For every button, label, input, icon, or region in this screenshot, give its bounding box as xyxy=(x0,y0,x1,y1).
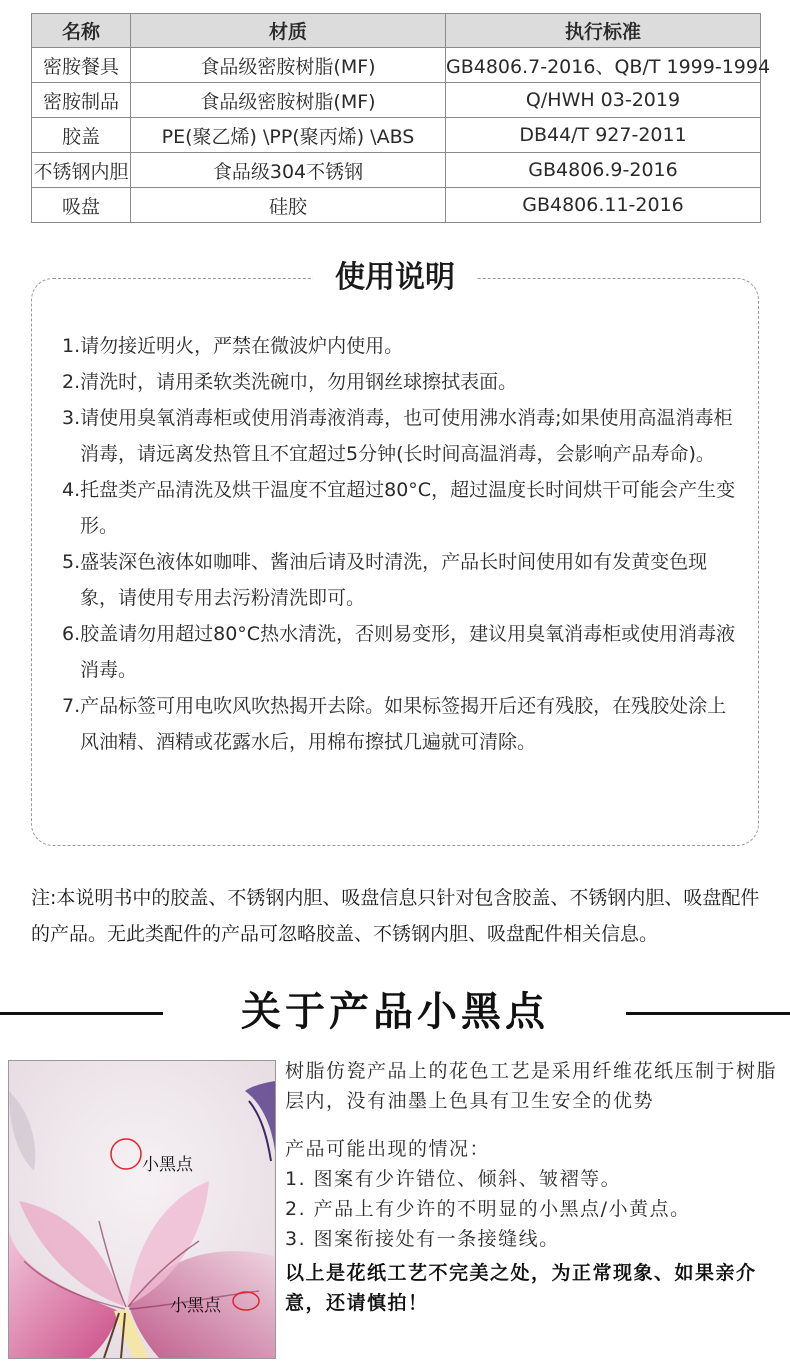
usage-item: 2.清洗时，请用柔软类洗碗巾，勿用钢丝球擦拭表面。 xyxy=(62,371,518,393)
usage-item: 7.产品标签可用电吹风吹热揭开去除。如果标签揭开后还有残胶，在残胶处涂上风油精、酒精或花露水后，用棉布擦拭几遍就可清除。 xyxy=(62,695,727,753)
table-row xyxy=(32,48,761,83)
heading-rule-right xyxy=(626,1012,790,1015)
dots-case-item: 1. 图案有少许错位、倾斜、皱褶等。 xyxy=(285,1168,622,1190)
usage-title: 使用说明 xyxy=(313,258,477,298)
usage-item: 5.盛装深色液体如咖啡、酱油后请及时清洗，产品长时间使用如有发黄变色现象，请使用专用去污粉清洗即可。 xyxy=(62,551,708,609)
table-row xyxy=(32,188,761,223)
cell-name: 胶盖 xyxy=(32,118,131,153)
accessory-note: 注:本说明书中的胶盖、不锈钢内胆、吸盘信息只针对包含胶盖、不锈钢内胆、吸盘配件的产品。无此类配件的产品可忽略胶盖、不锈钢内胆、吸盘配件相关信息。 xyxy=(31,887,760,945)
dots-case-item: 3. 图案衔接处有一条接缝线。 xyxy=(285,1228,560,1250)
cell-name: 密胺制品 xyxy=(32,83,131,118)
dots-case-item: 2. 产品上有少许的不明显的小黑点/小黄点。 xyxy=(285,1198,691,1220)
black-dot-label-bottom: 小黑点 xyxy=(170,1296,221,1316)
cell-material: PE(聚乙烯) \PP(聚丙烯) \ABS xyxy=(131,118,446,153)
cell-standard: Q/HWH 03-2019 xyxy=(446,83,761,118)
dots-intro: 树脂仿瓷产品上的花色工艺是采用纤维花纸压制于树脂层内，没有油墨上色具有卫生安全的优势 xyxy=(285,1060,778,1112)
usage-item: 3.请使用臭氧消毒柜或使用消毒液消毒，也可使用沸水消毒;如果使用高温消毒柜消毒，请远离发热管且不宜超过5分钟(长时间高温消毒，会影响产品寿命)。 xyxy=(62,407,733,465)
table-row xyxy=(32,118,761,153)
dots-info xyxy=(285,1056,785,1318)
black-dot-label-top: 小黑点 xyxy=(142,1155,193,1175)
usage-item: 6.胶盖请勿用超过80°C热水清洗，否则易变形，建议用臭氧消毒柜或使用消毒液消毒。 xyxy=(62,623,736,681)
header-standard: 执行标准 xyxy=(446,14,761,48)
cell-name: 密胺餐具 xyxy=(32,48,131,83)
cell-material: 食品级密胺树脂(MF) xyxy=(131,48,446,83)
spec-table xyxy=(31,13,771,223)
flower-illustration xyxy=(9,1061,275,1358)
header-name: 名称 xyxy=(32,14,131,48)
usage-list xyxy=(62,328,742,760)
cell-standard: GB4806.7-2016、QB/T 1999-1994 xyxy=(446,48,761,83)
cell-material: 硅胶 xyxy=(131,188,446,223)
dots-cases-title: 产品可能出现的情况： xyxy=(285,1138,491,1160)
table-row xyxy=(32,153,761,188)
cell-standard: GB4806.9-2016 xyxy=(446,153,761,188)
spec-table-header xyxy=(32,14,761,48)
header-material: 材质 xyxy=(131,14,446,48)
dots-conclusion: 以上是花纸工艺不完美之处，为正常现象、如果亲介意，还请慎拍！ xyxy=(285,1262,757,1314)
dots-section-title: 关于产品小黑点 xyxy=(241,989,549,1035)
cell-standard: GB4806.11-2016 xyxy=(446,188,761,223)
cell-material: 食品级304不锈钢 xyxy=(131,153,446,188)
cell-name: 不锈钢内胆 xyxy=(32,153,131,188)
usage-title-wrap xyxy=(0,258,790,298)
cell-standard: DB44/T 927-2011 xyxy=(446,118,761,153)
usage-item: 1.请勿接近明火，严禁在微波炉内使用。 xyxy=(62,335,404,357)
cell-name: 吸盘 xyxy=(32,188,131,223)
usage-item: 4.托盘类产品清洗及烘干温度不宜超过80°C，超过温度长时间烘干可能会产生变形。 xyxy=(62,479,736,537)
table-row xyxy=(32,83,761,118)
product-photo xyxy=(8,1060,276,1359)
cell-material: 食品级密胺树脂(MF) xyxy=(131,83,446,118)
